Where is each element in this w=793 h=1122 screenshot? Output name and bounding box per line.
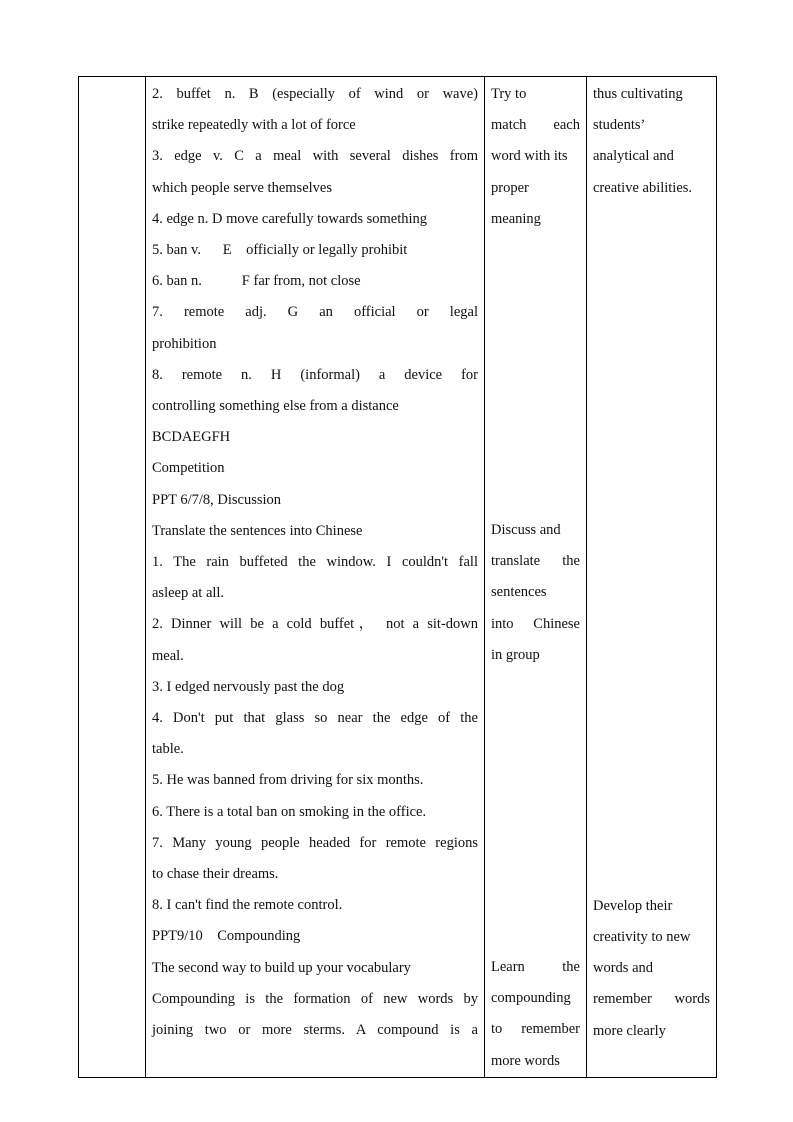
content-line: 6. There is a total ban on smoking in the office. bbox=[152, 803, 427, 820]
content-line: table. bbox=[152, 741, 184, 758]
content-line: 2. buffet n. B (especially of wind or wave) bbox=[152, 86, 478, 102]
content-line: 7. remote adj. G an official or legal bbox=[152, 304, 478, 321]
activity-line: more words bbox=[491, 1052, 560, 1069]
activity-line: proper bbox=[491, 179, 529, 196]
content-line: The second way to build up your vocabulary bbox=[152, 959, 411, 976]
content-line: 3. edge v. C a meal with several dishes from bbox=[152, 148, 478, 165]
purpose-line: creative abilities. bbox=[593, 179, 693, 196]
content-line: 4. Don't put that glass so near the edge of the bbox=[152, 710, 478, 727]
activity-line: into Chinese bbox=[491, 615, 580, 632]
content-line: 7. Many young people headed for remote regions bbox=[152, 834, 478, 851]
activity-line: in group bbox=[491, 646, 540, 663]
content-line: Translate the sentences into Chinese bbox=[152, 522, 363, 539]
content-line: PPT 6/7/8, Discussion bbox=[152, 491, 282, 508]
content-line: asleep at all. bbox=[152, 585, 225, 602]
activity-line: to remember bbox=[491, 1021, 580, 1038]
activity-line: meaning bbox=[491, 210, 541, 227]
content-line: 1. The rain buffeted the window. I couldn't fall bbox=[152, 554, 478, 571]
content-line: strike repeatedly with a lot of force bbox=[152, 117, 356, 134]
teaching-content-cell bbox=[146, 77, 485, 1078]
content-line: 6. ban n. F far from, not close bbox=[152, 273, 361, 290]
purpose-line: remember words bbox=[593, 991, 710, 1008]
purpose-line: thus cultivating bbox=[593, 86, 683, 102]
purpose-line: Develop their bbox=[593, 897, 673, 914]
purpose-line: analytical and bbox=[593, 148, 674, 165]
activity-line: Learn the bbox=[491, 959, 580, 976]
content-line: meal. bbox=[152, 647, 184, 664]
content-line: BCDAEGFH bbox=[152, 429, 231, 446]
student-activity-cell bbox=[485, 77, 587, 1078]
table-row bbox=[79, 77, 717, 1078]
content-line: 5. ban v. E officially or legally prohibit bbox=[152, 242, 408, 259]
lesson-plan-table bbox=[78, 76, 717, 1078]
activity-line: match each bbox=[491, 117, 580, 134]
content-line: prohibition bbox=[152, 335, 217, 352]
content-line: joining two or more sterms. A compound is a bbox=[152, 1022, 478, 1039]
purpose-line: words and bbox=[593, 960, 654, 977]
content-line: 4. edge n. D move carefully towards something bbox=[152, 210, 428, 227]
purpose-line: students’ bbox=[593, 117, 646, 134]
content-line: Compounding is the formation of new words by bbox=[152, 990, 478, 1007]
activity-line: Try to bbox=[491, 86, 527, 102]
activity-line: word with its bbox=[491, 148, 568, 165]
content-line: controlling something else from a distance bbox=[152, 398, 399, 415]
purpose-line: more clearly bbox=[593, 1022, 666, 1039]
activity-line: translate the bbox=[491, 553, 580, 570]
purpose-cell bbox=[587, 77, 717, 1078]
content-line: PPT9/10 Compounding bbox=[152, 928, 301, 945]
content-line: 5. He was banned from driving for six months. bbox=[152, 772, 424, 789]
activity-line: compounding bbox=[491, 990, 571, 1007]
blank-column-cell bbox=[79, 77, 146, 1078]
activity-line: Discuss and bbox=[491, 522, 561, 539]
content-line: 8. I can't find the remote control. bbox=[152, 897, 343, 914]
content-line: Competition bbox=[152, 460, 225, 477]
content-line: which people serve themselves bbox=[152, 179, 332, 196]
purpose-line: creativity to new bbox=[593, 929, 691, 946]
content-line: 3. I edged nervously past the dog bbox=[152, 678, 345, 695]
content-line: 2. Dinner will be a cold buffet， not a sit-down bbox=[152, 616, 478, 633]
content-line: to chase their dreams. bbox=[152, 866, 279, 883]
content-line: 8. remote n. H (informal) a device for bbox=[152, 366, 478, 383]
activity-line: sentences bbox=[491, 584, 547, 601]
